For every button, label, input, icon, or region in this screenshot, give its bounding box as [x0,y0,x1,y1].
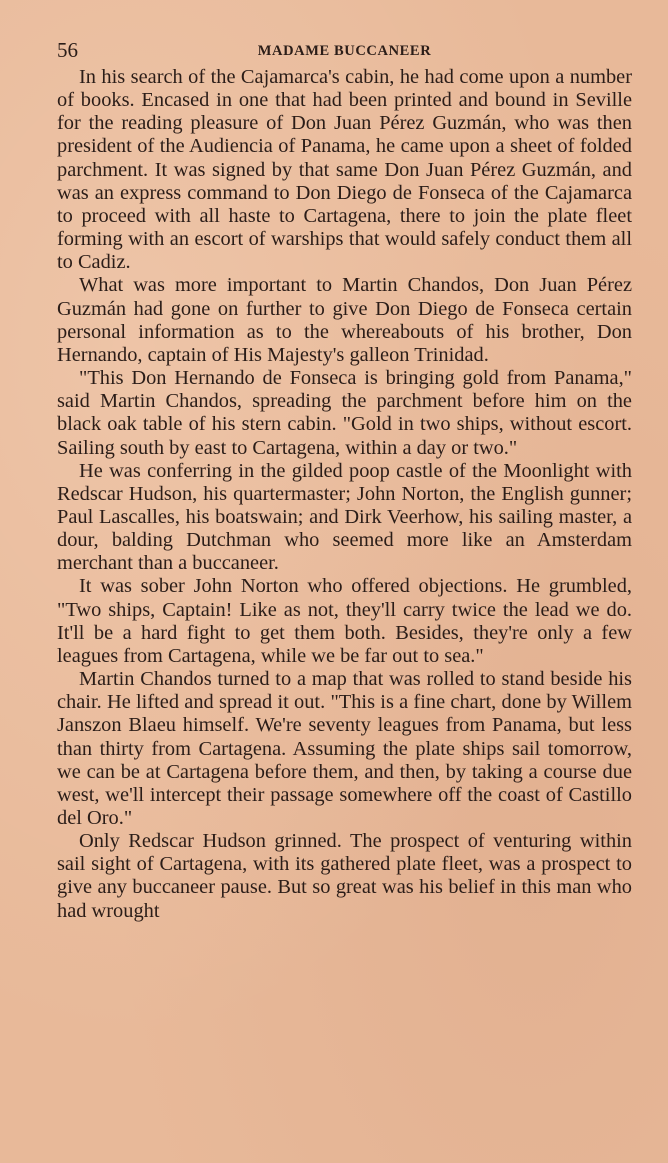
body-text [57,66,632,923]
paragraph: In his search of the Cajamarca's cabin, he had come upon a number of books. Encased in one that had been printed and bound in Seville for the reading pleasure of Don Juan Pérez Guzmán, who was then president of the Audiencia of Panama, he came upon a sheet of folded parchment. It was signed by that same Don Juan Pérez Guzmán, and was an express command to Don Diego de Fonseca of the Cajamarca to proceed with all haste to Cartagena, there to join the plate fleet forming with an escort of warships that would safely conduct them all to Cadiz. [57,66,632,274]
paragraph: Only Redscar Hudson grinned. The prospect of venturing within sail sight of Cartagena, with its gathered plate fleet, was a prospect to give any buccaneer pause. But so great was his belief in this man who had wrought [57,830,632,922]
paragraph: Martin Chandos turned to a map that was rolled to stand beside his chair. He lifted and spread it out. "This is a fine chart, done by Willem Janszon Blaeu himself. We're seventy leagues from Panama, but less than thirty from Cartagena. Assuming the plate ships sail tomorrow, we can be at Cartagena before them, and then, by taking a course due west, we'll intercept their passage somewhere off the coast of Castillo del Oro." [57,668,632,829]
paragraph: It was sober John Norton who offered objections. He grumbled, "Two ships, Captain! Like as not, they'll carry twice the lead we do. It'll be a hard fight to get them both. Besides, they're only a few leagues from Cartagena, while we be far out to sea." [57,575,632,667]
page-number: 56 [57,38,78,62]
running-head: MADAME BUCCANEER [257,43,432,59]
paragraph: "This Don Hernando de Fonseca is bringing gold from Panama," said Martin Chandos, spreading the parchment before him on the black oak table of his stern cabin. "Gold in two ships, without escort. Sailing south by east to Cartagena, within a day or two." [57,367,632,459]
paragraph: He was conferring in the gilded poop castle of the Moonlight with Redscar Hudson, his quartermaster; John Norton, the English gunner; Paul Lascalles, his boatswain; and Dirk Veerhow, his sailing master, a dour, balding Dutchman who seemed more like an Amsterdam merchant than a buccaneer. [57,459,632,575]
paragraph: What was more important to Martin Chandos, Don Juan Pérez Guzmán had gone on further to give Don Diego de Fonseca certain personal information as to the whereabouts of his brother, Don Hernando, captain of His Majesty's galleon Trinidad. [57,274,632,366]
page-header [57,38,632,62]
